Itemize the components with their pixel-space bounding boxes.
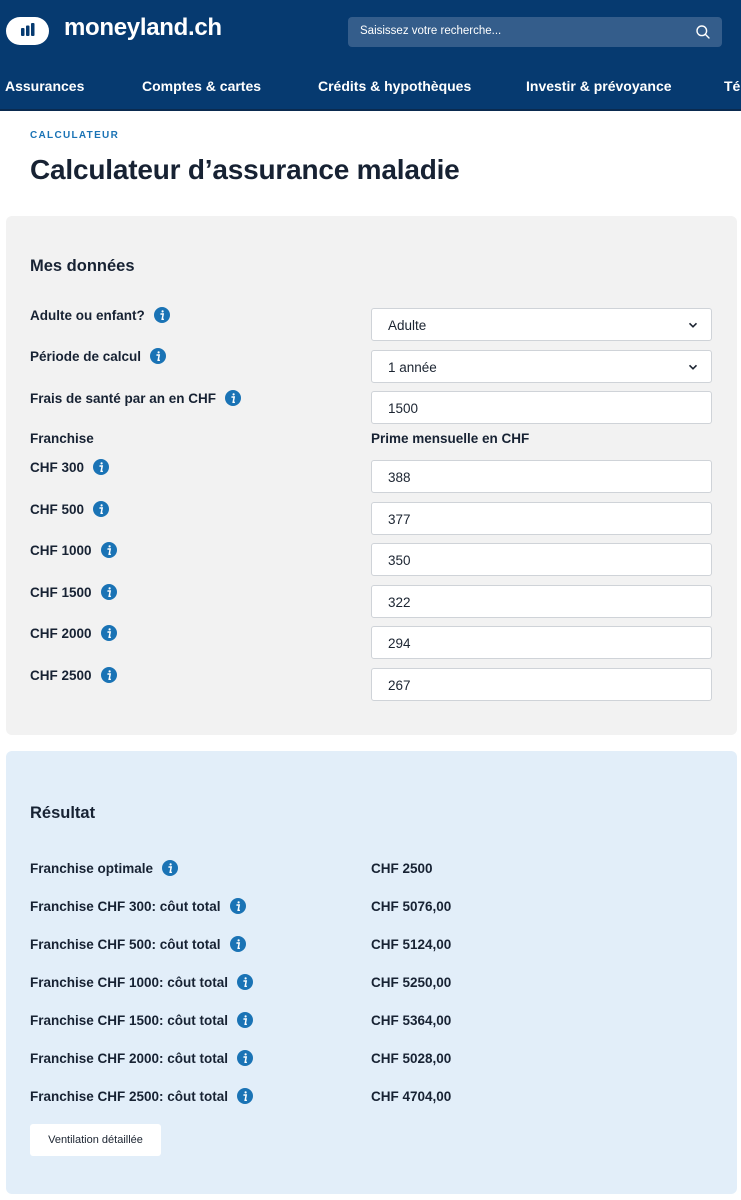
franchise-label-500 — [30, 501, 109, 517]
franchise-label-1500 — [30, 584, 117, 600]
optimal-franchise-label — [30, 860, 178, 876]
adult-child-label-text: Adulte ou enfant? — [30, 307, 145, 323]
franchise-label-1000 — [30, 542, 117, 558]
result-row-label-text: Franchise CHF 1500: côut total — [30, 1012, 229, 1028]
info-icon[interactable] — [237, 1088, 253, 1104]
info-icon[interactable] — [237, 1012, 253, 1028]
info-icon[interactable] — [101, 584, 117, 600]
result-row-value: CHF 5364,00 — [371, 1013, 452, 1028]
premium-input-2500[interactable] — [371, 668, 712, 701]
premium-value: 294 — [388, 636, 411, 651]
franchise-label-text: CHF 2000 — [30, 625, 92, 641]
health-costs-value: 1500 — [388, 401, 419, 416]
result-row-label — [30, 974, 253, 990]
premium-value: 267 — [388, 678, 411, 693]
info-icon[interactable] — [93, 501, 109, 517]
premium-input-1500[interactable] — [371, 585, 712, 618]
result-row-label — [30, 1012, 253, 1028]
data-section-title: Mes données — [30, 257, 135, 275]
main-nav — [0, 78, 741, 98]
franchise-label-text: CHF 500 — [30, 501, 85, 517]
info-icon[interactable] — [230, 936, 246, 952]
period-select[interactable] — [371, 350, 712, 383]
detailed-breakdown-button[interactable]: Ventilation détaillée — [30, 1124, 161, 1156]
info-icon[interactable] — [101, 667, 117, 683]
result-row-value: CHF 4704,00 — [371, 1089, 452, 1104]
info-icon[interactable] — [230, 898, 246, 914]
result-row-value: CHF 5124,00 — [371, 937, 452, 952]
search-input[interactable] — [348, 17, 722, 47]
result-row-label — [30, 1088, 253, 1104]
chevron-down-icon — [688, 320, 698, 330]
franchise-label-text: CHF 300 — [30, 459, 85, 475]
result-row-label-text: Franchise CHF 2500: côut total — [30, 1088, 229, 1104]
premium-input-500[interactable] — [371, 502, 712, 535]
result-row-label — [30, 936, 246, 952]
franchise-column-header: Franchise — [30, 431, 94, 446]
franchise-label-300 — [30, 459, 109, 475]
franchise-label-text: CHF 1500 — [30, 584, 92, 600]
period-label-text: Période de calcul — [30, 348, 142, 364]
info-icon[interactable] — [101, 542, 117, 558]
nav-item-telecom[interactable]: Té — [724, 78, 741, 94]
franchise-label-text: CHF 1000 — [30, 542, 92, 558]
nav-item-comptes-cartes[interactable]: Comptes & cartes — [142, 78, 262, 94]
result-row-label-text: Franchise CHF 500: côut total — [30, 936, 221, 952]
result-row-value: CHF 5250,00 — [371, 975, 452, 990]
chevron-down-icon — [688, 362, 698, 372]
logo-icon[interactable] — [6, 17, 49, 45]
optimal-franchise-value: CHF 2500 — [371, 861, 433, 876]
result-row-label-text: Franchise CHF 2000: côut total — [30, 1050, 229, 1066]
premium-value: 377 — [388, 512, 411, 527]
info-icon[interactable] — [93, 459, 109, 475]
info-icon[interactable] — [225, 390, 241, 406]
result-row-label — [30, 1050, 253, 1066]
franchise-label-text: CHF 2500 — [30, 667, 92, 683]
adult-child-value: Adulte — [388, 318, 427, 333]
result-row-label-text: Franchise CHF 300: côut total — [30, 898, 221, 914]
nav-item-investir-prevoyance[interactable]: Investir & prévoyance — [526, 78, 672, 94]
premium-column-header: Prime mensuelle en CHF — [371, 431, 530, 446]
premium-value: 322 — [388, 595, 411, 610]
premium-input-1000[interactable] — [371, 543, 712, 576]
period-value: 1 année — [388, 360, 437, 375]
info-icon[interactable] — [237, 974, 253, 990]
result-row-value: CHF 5028,00 — [371, 1051, 452, 1066]
info-icon[interactable] — [237, 1050, 253, 1066]
page-title: Calculateur d’assurance maladie — [30, 154, 460, 185]
info-icon[interactable] — [101, 625, 117, 641]
header-divider — [0, 109, 741, 111]
franchise-label-2500 — [30, 667, 117, 683]
search-placeholder: Saisissez votre recherche... — [360, 25, 502, 37]
period-label — [30, 348, 166, 364]
premium-value: 350 — [388, 553, 411, 568]
page-eyebrow: CALCULATEUR — [30, 130, 120, 141]
franchise-label-2000 — [30, 625, 117, 641]
premium-input-300[interactable] — [371, 460, 712, 493]
nav-item-assurances[interactable]: Assurances — [5, 78, 85, 94]
premium-value: 388 — [388, 470, 411, 485]
info-icon[interactable] — [150, 348, 166, 364]
result-row-value: CHF 5076,00 — [371, 899, 452, 914]
search-icon[interactable] — [695, 24, 711, 40]
site-header — [0, 0, 741, 111]
health-costs-label-text: Frais de santé par an en CHF — [30, 390, 217, 406]
premium-input-2000[interactable] — [371, 626, 712, 659]
result-row-label-text: Franchise CHF 1000: côut total — [30, 974, 229, 990]
nav-item-credits-hypotheques[interactable]: Crédits & hypothèques — [318, 78, 472, 94]
adult-child-label — [30, 307, 170, 323]
info-icon[interactable] — [154, 307, 170, 323]
optimal-franchise-label-text: Franchise optimale — [30, 860, 154, 876]
adult-child-select[interactable] — [371, 308, 712, 341]
health-costs-input[interactable] — [371, 391, 712, 424]
result-section-title: Résultat — [30, 804, 96, 822]
health-costs-label — [30, 390, 241, 406]
logo-text[interactable]: moneyland.ch — [64, 14, 222, 41]
result-row-label — [30, 898, 246, 914]
info-icon[interactable] — [162, 860, 178, 876]
